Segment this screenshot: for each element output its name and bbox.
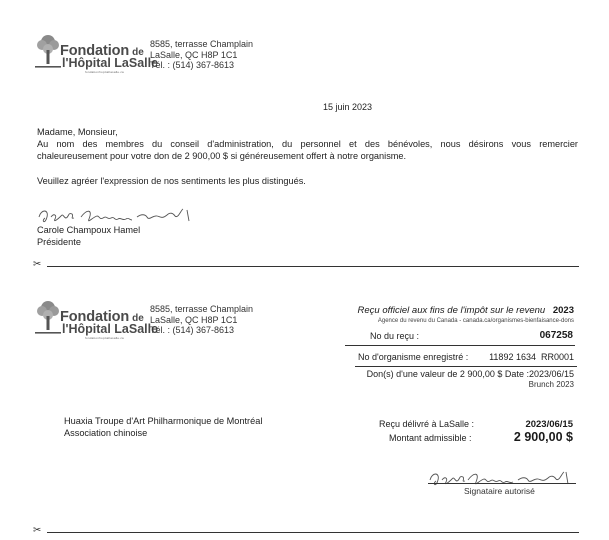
receipt-title: Reçu officiel aux fins de l'impôt sur le revenu bbox=[357, 305, 546, 316]
tree-logo-icon bbox=[35, 33, 61, 69]
logo-name-de: de bbox=[132, 47, 144, 58]
receipt-signature bbox=[428, 468, 578, 488]
cut-line bbox=[47, 266, 579, 267]
receipt-logo bbox=[35, 299, 159, 340]
receipt-title-row bbox=[358, 305, 574, 316]
letter-logo bbox=[35, 33, 159, 74]
donation-line: Don(s) d'une valeur de 2 900,00 $ Date :2023/06/15 bbox=[366, 369, 574, 379]
receipt-address bbox=[150, 304, 253, 336]
letter-address bbox=[150, 39, 253, 71]
letter-paragraph-line1: Au nom des membres du conseil d'administration, du personnel et des bénévoles, nous désirons vous remercier bbox=[37, 139, 578, 149]
cut-line bbox=[47, 532, 579, 533]
letter-closing: Veuillez agréer l'expression de nos sentiments les plus distingués. bbox=[37, 176, 306, 186]
logo-url: fondationhopitallasalle.ca bbox=[85, 336, 124, 340]
address-line1: 8585, terrasse Champlain bbox=[150, 304, 254, 314]
logo-name-line1: Fondation bbox=[60, 43, 130, 59]
logo-name-line2: l'Hôpital LaSalle bbox=[62, 56, 159, 70]
logo-url: fondationhopitallasalle.ca bbox=[85, 70, 124, 74]
receipt-year: 2023 bbox=[552, 305, 574, 316]
issued-date: 2023/06/15 bbox=[525, 419, 573, 430]
signature-line bbox=[428, 483, 576, 484]
signer-title: Présidente bbox=[37, 237, 81, 247]
letter-date: 15 juin 2023 bbox=[323, 102, 373, 112]
amount-label: Montant admissible : bbox=[389, 433, 472, 443]
divider bbox=[345, 345, 575, 346]
org-no: 11892 1634 RR0001 bbox=[489, 352, 574, 362]
receipt-no: 067258 bbox=[539, 330, 573, 341]
eligible-amount: 2 900,00 $ bbox=[513, 430, 573, 444]
divider bbox=[355, 366, 577, 367]
logo-name-line2: l'Hôpital LaSalle bbox=[62, 322, 159, 336]
scissors-icon: ✂ bbox=[33, 525, 42, 536]
address-line2: LaSalle, QC H8P 1C1 bbox=[150, 314, 238, 325]
signatory-label: Signataire autorisé bbox=[464, 486, 535, 496]
issued-label: Reçu délivré à LaSalle : bbox=[379, 419, 475, 429]
address-line2: LaSalle, QC H8P 1C1 bbox=[150, 49, 238, 60]
letter-paragraph-line2: chaleureusement pour votre don de 2 900,00 $ si généreusement offert à notre organisme. bbox=[37, 151, 407, 161]
donor-name: Huaxia Troupe d'Art Philharmonique de Montréal bbox=[64, 416, 263, 426]
logo-name-line1: Fondation bbox=[60, 309, 130, 325]
address-phone: Tél. : (514) 367-8613 bbox=[150, 60, 235, 70]
agency-note: Agence du revenu du Canada - canada.ca/organismes-bienfaisance-dons bbox=[377, 318, 574, 324]
letter-signature bbox=[37, 205, 207, 225]
event-name: Brunch 2023 bbox=[528, 380, 574, 389]
address-phone: Tél. : (514) 367-8613 bbox=[150, 325, 235, 335]
logo-name-de: de bbox=[132, 313, 144, 324]
salutation: Madame, Monsieur, bbox=[37, 127, 118, 137]
tree-logo-icon bbox=[35, 299, 61, 335]
receipt-no-label: No du reçu : bbox=[370, 331, 420, 341]
scissors-icon: ✂ bbox=[33, 259, 42, 270]
address-line1: 8585, terrasse Champlain bbox=[150, 39, 254, 49]
signer-name: Carole Champoux Hamel bbox=[37, 225, 141, 235]
org-no-label: No d'organisme enregistré : bbox=[358, 352, 469, 362]
donor-line2: Association chinoise bbox=[64, 428, 148, 438]
